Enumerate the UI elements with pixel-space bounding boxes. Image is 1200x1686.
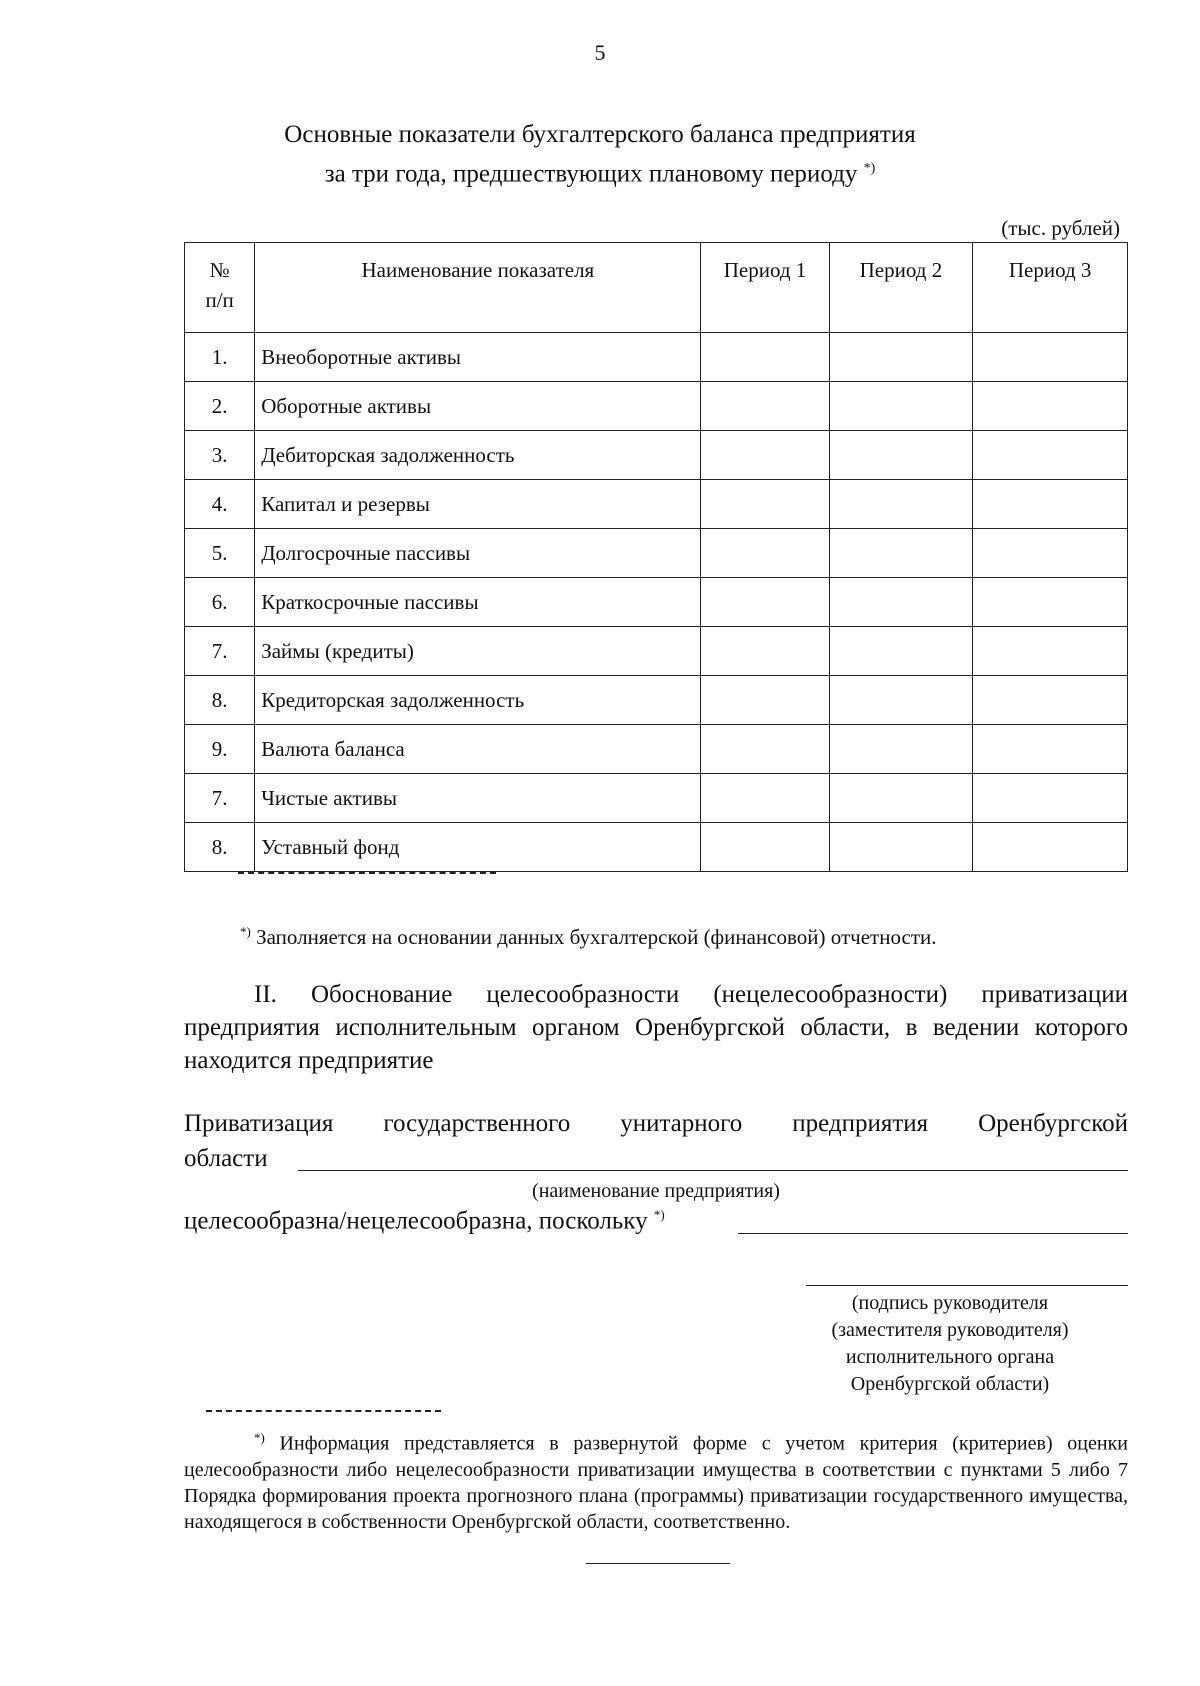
signature-field[interactable] (806, 1285, 1128, 1286)
row-period-2-value[interactable] (829, 676, 973, 725)
row-num: 1. (185, 333, 255, 382)
row-period-1-value[interactable] (701, 480, 829, 529)
privatization-line-3-text: целесообразна/нецелесообразна, поскольку (184, 1207, 648, 1235)
enterprise-name-caption: (наименование предприятия) (532, 1180, 780, 1202)
table-row (185, 774, 1128, 823)
title-line-2-text: за три года, предшествующих плановому периоду (324, 160, 858, 188)
row-period-1-value[interactable] (701, 627, 829, 676)
title-line-2 (0, 152, 1200, 191)
header-num-line-1: № (209, 258, 230, 282)
footnote-2 (184, 1425, 1128, 1535)
row-period-1-value[interactable] (701, 823, 829, 872)
row-period-2-value[interactable] (829, 627, 973, 676)
row-indicator-name: Капитал и резервы (255, 480, 701, 529)
row-period-2-value[interactable] (829, 333, 973, 382)
footnote-2-text: Информация представляется в развернутой форме с учетом критерия (критериев) оценки целесообразности либо нецелесообразности приватизации имущества в соответствии с пунктами 5 либо 7 Порядка формирования проекта прогнозного плана (программы) приватизации государственного имущества, находящегося в собственности Оренбургской области, соответственно. (184, 1432, 1128, 1533)
row-indicator-name: Чистые активы (255, 774, 701, 823)
table-row (185, 529, 1128, 578)
table-row (185, 725, 1128, 774)
signature-caption-3: исполнительного органа (845, 1346, 1055, 1368)
table-row (185, 382, 1128, 431)
row-period-2-value[interactable] (829, 382, 973, 431)
privatization-line-2: области (184, 1145, 268, 1172)
row-period-2-value[interactable] (829, 725, 973, 774)
header-num-line-2: п/п (205, 288, 234, 312)
row-num: 7. (185, 627, 255, 676)
title-line-1: Основные показатели бухгалтерского баланса предприятия (284, 121, 916, 148)
table-row (185, 627, 1128, 676)
footnote-2-mark: *) (254, 1430, 265, 1445)
header-period-1: Период 1 (701, 243, 829, 333)
row-period-3-value[interactable] (973, 774, 1128, 823)
row-period-2-value[interactable] (829, 823, 973, 872)
privatization-line-3 (184, 1207, 665, 1235)
row-indicator-name: Займы (кредиты) (255, 627, 701, 676)
row-num: 5. (185, 529, 255, 578)
row-indicator-name: Краткосрочные пассивы (255, 578, 701, 627)
units-label: (тыс. рублей) (1001, 216, 1120, 240)
row-period-3-value[interactable] (973, 480, 1128, 529)
table-row (185, 333, 1128, 382)
row-num: 8. (185, 823, 255, 872)
end-rule (586, 1563, 730, 1564)
signature-caption-2: (заместителя руководителя) (831, 1319, 1069, 1341)
table-row (185, 480, 1128, 529)
balance-table (184, 242, 1128, 872)
row-period-1-value[interactable] (701, 578, 829, 627)
row-period-2-value[interactable] (829, 480, 973, 529)
privatization-mark: *) (653, 1207, 665, 1222)
table-row (185, 578, 1128, 627)
row-period-2-value[interactable] (829, 431, 973, 480)
row-period-1-value[interactable] (701, 774, 829, 823)
signature-caption (790, 1290, 1110, 1398)
row-period-2-value[interactable] (829, 774, 973, 823)
signature-caption-1: (подпись руководителя (851, 1292, 1049, 1314)
row-period-3-value[interactable] (973, 529, 1128, 578)
table-body (185, 333, 1128, 872)
table-row (185, 431, 1128, 480)
row-period-1-value[interactable] (701, 382, 829, 431)
header-name: Наименование показателя (255, 243, 701, 333)
row-num: 6. (185, 578, 255, 627)
table-row (185, 676, 1128, 725)
row-num: 8. (185, 676, 255, 725)
enterprise-name-field[interactable] (298, 1170, 1128, 1171)
row-indicator-name: Оборотные активы (255, 382, 701, 431)
privatization-line-1: Приватизация государственного унитарного предприятия Оренбургской (184, 1110, 1128, 1137)
row-period-3-value[interactable] (973, 725, 1128, 774)
row-indicator-name: Долгосрочные пассивы (255, 529, 701, 578)
section-2-heading: II. Обоснование целесообразности (нецелесообразности) приватизации предприятия исполнительным органом Оренбургской области, в ведении которого находится предприятие (184, 981, 1128, 1074)
row-num: 3. (185, 431, 255, 480)
header-period-3: Период 3 (973, 243, 1128, 333)
reason-field[interactable] (738, 1233, 1128, 1234)
footnote-1-mark: *) (240, 924, 251, 939)
header-period-2: Период 2 (829, 243, 973, 333)
footnote-separator-1 (238, 872, 496, 874)
row-period-1-value[interactable] (701, 333, 829, 382)
header-num (185, 243, 255, 333)
footnote-1 (240, 924, 936, 950)
title-footnote-mark: *) (863, 161, 876, 176)
row-period-3-value[interactable] (973, 382, 1128, 431)
row-period-3-value[interactable] (973, 676, 1128, 725)
row-period-1-value[interactable] (701, 676, 829, 725)
row-num: 9. (185, 725, 255, 774)
row-num: 2. (185, 382, 255, 431)
signature-caption-4: Оренбургской области) (850, 1373, 1050, 1395)
row-period-1-value[interactable] (701, 431, 829, 480)
footnote-1-text: Заполняется на основании данных бухгалтерской (финансовой) отчетности. (250, 925, 937, 949)
table-header-row (185, 243, 1128, 333)
table-title (0, 118, 1200, 191)
row-indicator-name: Внеоборотные активы (255, 333, 701, 382)
row-period-1-value[interactable] (701, 529, 829, 578)
row-period-3-value[interactable] (973, 431, 1128, 480)
row-period-2-value[interactable] (829, 529, 973, 578)
row-period-3-value[interactable] (973, 627, 1128, 676)
row-period-3-value[interactable] (973, 823, 1128, 872)
row-indicator-name: Валюта баланса (255, 725, 701, 774)
row-indicator-name: Кредиторская задолженность (255, 676, 701, 725)
row-period-2-value[interactable] (829, 578, 973, 627)
row-indicator-name: Дебиторская задолженность (255, 431, 701, 480)
row-indicator-name: Уставный фонд (255, 823, 701, 872)
row-num: 4. (185, 480, 255, 529)
row-period-3-value[interactable] (973, 333, 1128, 382)
page-number: 5 (594, 40, 606, 65)
row-period-1-value[interactable] (701, 725, 829, 774)
footnote-separator-2 (206, 1410, 441, 1412)
table-row (185, 823, 1128, 872)
row-num: 7. (185, 774, 255, 823)
row-period-3-value[interactable] (973, 578, 1128, 627)
